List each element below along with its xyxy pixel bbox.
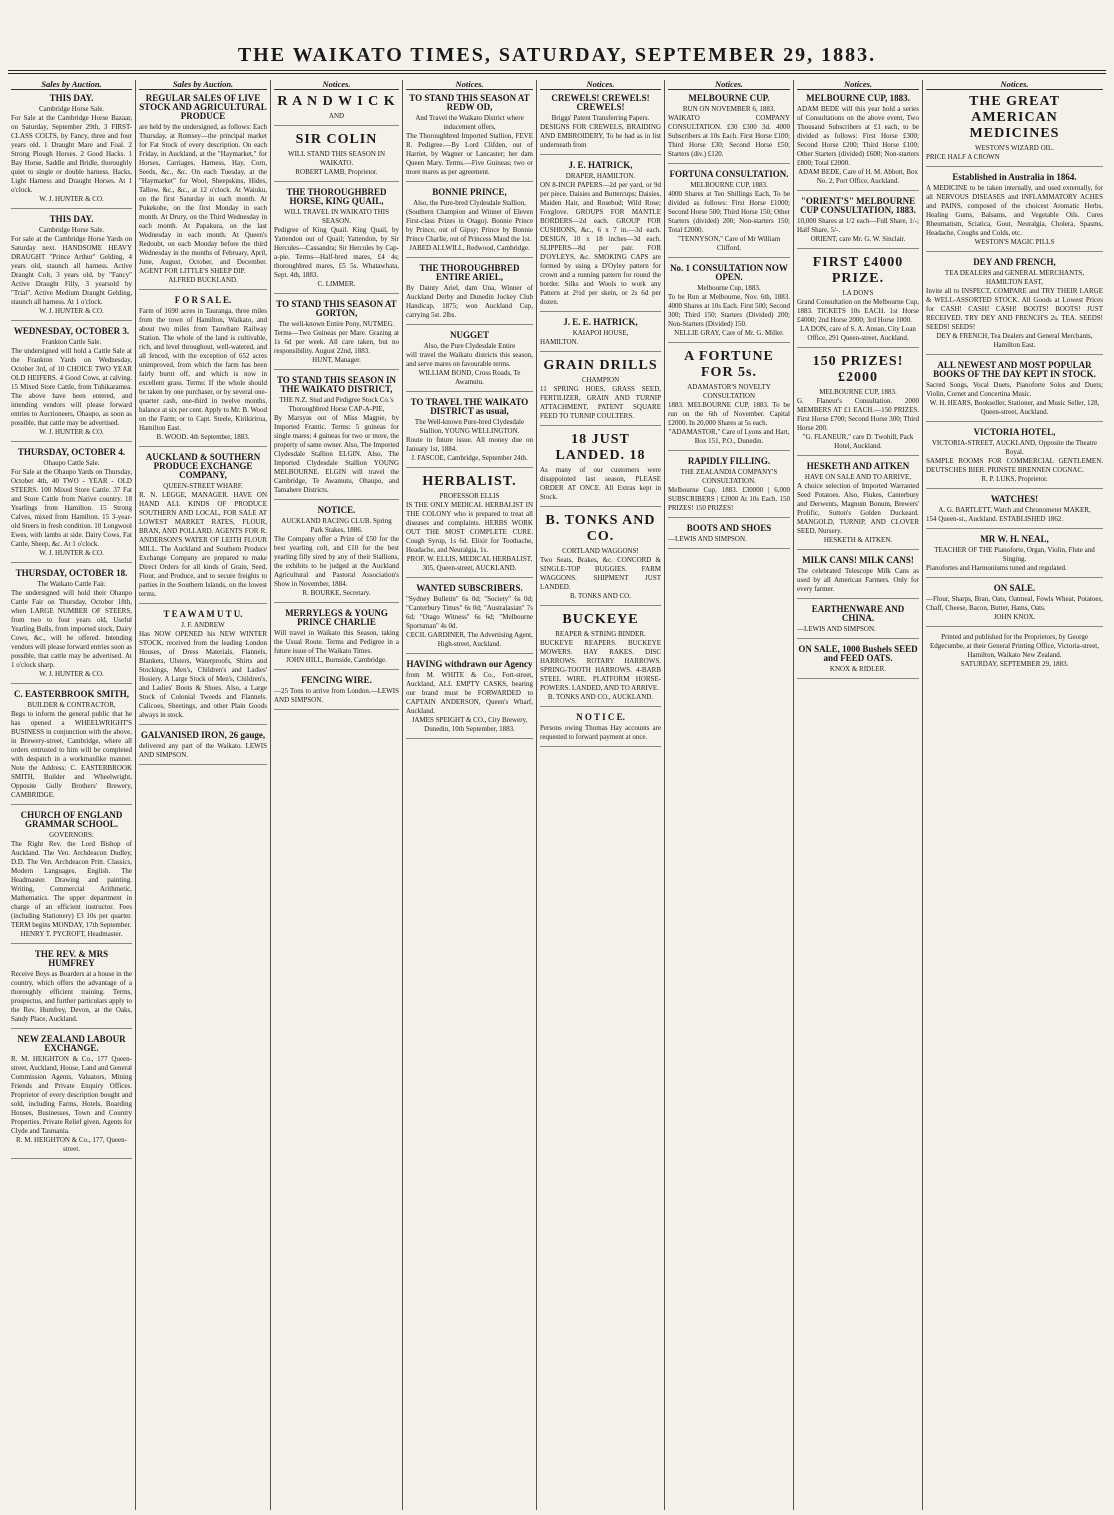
ad-subtitle: GOVERNORS: [49, 831, 94, 839]
ad-body: 4000 Shares at Ten Shillings Each, To be divided as follows: First Horse £1000; Second Horse 500; Third Horse 150; Other Starters (divided) 200; Non-starters 150; Total £2000. [668, 190, 790, 234]
ad-signature: W. J. HUNTER & CO. [39, 307, 104, 315]
ad-subtitle: Cambridge Horse Sale. [38, 105, 105, 113]
ad-signature: JOHN HILL, Burnside, Cambridge. [286, 656, 387, 664]
ad-subtitle: VICTORIA-STREET, AUCKLAND, Opposite the Theatre Royal. [931, 439, 1098, 456]
ad-body: Two Seats, Brakes, &c. CONCORD & SINGLE-TOP BUGGIES. FARM WAGGONS. SHIPMENT JUST LANDED. [540, 556, 661, 591]
advertisement [11, 569, 132, 684]
ad-subtitle: DRAPER, HAMILTON. [565, 172, 636, 180]
ad-title: THE THOROUGHBRED ENTIRE ARIEL, [419, 263, 520, 282]
ad-signature: NELLIE GRAY, Care of Mr. G. Miller. [674, 329, 784, 337]
ad-title: MELBOURNE CUP, 1883. [806, 93, 910, 103]
ad-signature: J. FASCOE, Cambridge, September 24th. [411, 454, 528, 462]
ad-signature: ORIENT, care Mr. G. W. Sinclair. [810, 235, 906, 243]
advertisement [668, 524, 790, 549]
ad-body: Farm of 1690 acres in Tauranga, three miles from the town of Hamilton, Waikato, and about two miles from Tauwhare Railway Station. The whole of the land is cultivable, rich, and level throughout, well-watered, and all fenced, with the exception of 652 acres unimproved, from which the farm has been fairly burnt off, and which is now in excellent grass. Terms: If the whole should be taken by one purchaser, or by several one-quarter cash, one-third in twelve months, balance at six per cent. Apply to Mr. B. Wood on the Farm; or to Capt. Steele, Kirikiriroa, Hamilton East. [139, 307, 268, 432]
ad-body: Pianofortes and Harmoniums tuned and regulated. [926, 564, 1067, 572]
ad-title: THURSDAY, OCTOBER 4. [17, 447, 126, 457]
ad-title: TO STAND THIS SEASON IN THE WAIKATO DISTRICT, [276, 375, 397, 394]
advertisement [274, 506, 399, 603]
footer-imprint: Printed and published for the Proprietors, by George Edgecumbe, at their General Printing Office, Victoria-street, Hamilton, Waikato New Zealand. [929, 633, 1099, 659]
advertisement [11, 1035, 132, 1159]
ad-title: TO TRAVEL THE WAIKATO DISTRICT as usual, [410, 397, 529, 416]
masthead-rule-2 [8, 73, 1106, 74]
ad-title: SIR COLIN [295, 132, 378, 147]
ad-title: B. TONKS AND CO. [545, 513, 656, 544]
ad-title: MR W. H. NEAL, [980, 534, 1049, 544]
ad-signature: "G. FLANEUR," care D. Twohill, Pack Hotel, Auckland. [802, 433, 914, 450]
column-header: Notices. [926, 80, 1103, 90]
ad-title: FIRST £4000 PRIZE. [812, 255, 904, 286]
ad-signature: WESTON'S MAGIC PILLS [974, 238, 1055, 246]
ad-signature: JOHN KNOX. [993, 613, 1036, 621]
ad-body: "Sydney Bulletin" 6s 0d; "Society" 6s 0d; "Canterbury Times" 6s 0d; "Australasian" 7s 6d; "Otago Witness" 6s 6d; "Melbourne Sportsman" 4s 0d. [406, 595, 533, 630]
ad-body: PRICE HALF A CROWN [926, 153, 1000, 161]
ad-subtitle: Melbourne Cup, 1883. [697, 284, 761, 292]
ad-body: Sacred Songs, Vocal Duets, Pianoforte Solos and Duets; Violin, Cornet and Concertina Music. [926, 381, 1103, 398]
ad-subtitle: MELBOURNE CUP, 1883. [690, 181, 768, 189]
advertisement [139, 610, 267, 725]
ad-signature: HESKETH & AITKEN. [823, 536, 893, 544]
column-3 [271, 80, 403, 1510]
ad-signature: W. J. HUNTER & CO. [39, 549, 104, 557]
ad-title: No. 1 CONSULTATION NOW OPEN. [670, 263, 788, 282]
ad-signature: R. P. LUKS, Proprietor. [981, 475, 1048, 483]
ad-title: NOTICE. [317, 505, 356, 515]
column-header: Sales by Auction. [139, 80, 267, 90]
advertisement [11, 94, 132, 209]
ad-signature: W. J. HUNTER & CO. [39, 670, 104, 678]
ad-signature: "ADAMASTOR," Care of Lyons and Hart, Box 151, P.O., Dunedin. [668, 428, 790, 445]
ad-subtitle: TEACHER OF THE Pianoforte, Organ, Violin, Flute and Singing. [934, 546, 1095, 563]
ad-title: "ORIENT'S" MELBOURNE CUP CONSULTATION, 1883. [800, 196, 916, 215]
ad-subtitle: REAPER & STRING BINDER. [555, 630, 646, 638]
ad-body: WAIKATO COMPANY CONSULTATION. £30 £300 3d. 4000 Subscribers at 10s Each. First Horse £100; Third Horse £30; Second Horse £50; Starters (div.) £120. [668, 114, 790, 158]
ad-subtitle: The Waikato Cattle Fair. [37, 580, 106, 588]
advertisement [540, 358, 661, 426]
column-1 [8, 80, 136, 1510]
ad-title: GALVANISED IRON, 26 gauge, [140, 730, 266, 740]
masthead-title: THE WAIKATO TIMES, SATURDAY, SEPTEMBER 29, 1883. [237, 44, 877, 66]
ad-body: Pedigree of King Quail. King Quail, by Yattendon out of Quail; Yattendon, by Sir Hercules—Cassandra; Sir Hercules by Cap-a-pie. Terms—Half-bred mares, £4 4s; thoroughbred mares, £5 5s. Whatawhata, Sept. 4th, 1883. [274, 226, 399, 279]
advertisement [668, 264, 790, 343]
ad-subtitle: Cambridge Horse Sale. [38, 226, 105, 234]
column-header: Sales by Auction. [11, 80, 132, 90]
advertisement [139, 453, 267, 604]
ad-title: BOOTS AND SHOES [686, 523, 772, 533]
advertisement [668, 170, 790, 258]
advertisement [540, 612, 661, 707]
ad-body: Route in future issue. All money due on January 1st, 1884. [406, 436, 533, 453]
advertisement [926, 94, 1103, 167]
advertisement [668, 94, 790, 164]
ad-signature: ALFRED BUCKLAND. [168, 276, 238, 284]
ad-body: Will travel in Waikato this Season, taking the Usual Route. Terms and Pedigree in a future issue of The Waikato Times. [274, 629, 399, 655]
advertisement [406, 474, 533, 578]
ad-signature: W. J. HUNTER & CO. [39, 195, 104, 203]
ad-body: A choice selection of Imported Warranted Seed Potatoes. Also, Flukes, Canterbury and Derwents, Magnum Bonum, Brewers' Prolific, Sutton's Golden Duckeard. MANGOLD, TURNIP, AND CLOVER SEED, Nursery. [797, 482, 919, 535]
ad-title: DEY AND FRENCH, [973, 257, 1056, 267]
ad-title: TO STAND THIS SEASON AT REDW OD, [409, 93, 530, 112]
advertisement [406, 264, 533, 325]
ad-body: The Company offer a Prize of £50 for the best yearling colt, and £10 for the best yearling filly sired by any of their Stallions, the exhibits to be judged at the Auckland Agricultural and Pastoral Association's Show in November, 1884. [274, 535, 399, 588]
ad-body: Melbourne Cup, 1883. £30000 | 6,000 SUBSCRIBERS | £2000 At 10s Each. 150 PRIZES! 150 PRIZES! [668, 486, 790, 512]
ad-title: MELBOURNE CUP. [688, 93, 770, 103]
advertisement [540, 94, 661, 155]
column-header: Notices. [406, 80, 533, 90]
advertisement [926, 495, 1103, 529]
ad-body: The Right Rev. the Lord Bishop of Auckland. The Ven. Archdeacon Dudley, D.D. The Ven. Archdeacon Pritt. Classics, Modern Languages, English. The Headmaster. Drawing and painting. Writing, Commercial Arithmetic, Mathematics. The upper department in charge of an efficient instructor. Fees (including Stationery) £3 10s per quarter. TERM begins MONDAY, 17th September. [11, 840, 132, 929]
ad-subtitle: PROFESSOR ELLIS [439, 492, 500, 500]
ad-subtitle: The Well-known Pure-bred Clydesdale Stallion, YOUNG WELLINGTON. [414, 418, 525, 435]
ad-body: 11 SPRING HOES, GRASS SEED, FERTILIZER, GRAIN AND TURNIP ATTACHMENT, PATENT SQUARE FEED TO TURNIP COULTERS. [540, 385, 661, 420]
ad-title: HESKETH AND AITKEN [806, 461, 910, 471]
ad-subtitle: Briggs' Patent Transferring Papers. [551, 114, 650, 122]
ad-body: IS THE ONLY MEDICAL HERBALIST IN THE COLONY who is prepared to treat all diseases and complaints. HERBS WORK OUT THE MOST COMPLETE CURE. Cough Syrup, 1s 6d. Elixir for Toothache, Headache, and Neuralgia, 1s. [406, 501, 533, 554]
ad-subtitle: THE N.Z. Stud and Pedigree Stock Co.'s Thoroughbred Horse CAP-A-PIE, [279, 396, 394, 413]
ad-body: Grand Consultation on the Melbourne Cup, 1883. TICKETS 10s EACH. 1st Horse £4000; 2nd Horse 2000; 3rd Horse 1000. [797, 298, 919, 324]
ad-body: To be Run at Melbourne, Nov. 6th, 1883. 4000 Shares at 10s Each. First 500; Second 300; Third 150; Starters (Divided) 200; Non-Starters (Divided) 150. [668, 293, 790, 328]
ad-body: G. Flaneur's Consultation. 2000 MEMBERS AT £1 EACH.—150 PRIZES. First Horse £700; Second Horse 300; Third Horse 200. [797, 397, 919, 432]
ad-title: F O R S A L E. [174, 295, 232, 305]
ad-title: BONNIE PRINCE, [432, 187, 507, 197]
ad-signature: ADAM BEDE, Care of H. M. Abbott, Box No. 2, Port Office, Auckland. [798, 168, 918, 185]
ad-title: THIS DAY. [49, 93, 94, 103]
advertisement [540, 713, 661, 747]
ad-subtitle: KAIAPOI HOUSE, [572, 329, 629, 337]
advertisement [797, 605, 919, 639]
advertisement [926, 173, 1103, 252]
advertisement [11, 327, 132, 442]
ad-title: TO STAND THIS SEASON AT GORTON, [276, 299, 397, 318]
ad-signature: KNOX & RIDLER. [829, 665, 887, 673]
ad-body: BUCKEYE REAPERS. BUCKEYE MOWERS. HAY RAKES. DISC HARROWS. ROTARY HARROWS. SPRING-TOOTH HARROWS. 4-BARB STEEL WIRE. PLATFORM HORSE-POWERS. LANDED, AND TO ARRIVE. [540, 639, 661, 692]
ad-title: NUGGET [449, 330, 489, 340]
ad-title: 18 JUST LANDED. 18 [555, 432, 646, 463]
ad-subtitle: WILL STAND THIS SEASON IN WAIKATO. [287, 150, 386, 167]
ad-signature: B. TONKS AND CO. [569, 592, 631, 600]
ad-title: N O T I C E. [576, 712, 625, 722]
ad-signature: R. BOURKE, Secretary. [302, 589, 371, 597]
ad-title: R A N D W I C K [277, 94, 396, 109]
advertisement [11, 811, 132, 944]
ad-signature: HENRY T. PYCROFT, Headmaster. [20, 930, 123, 938]
ad-subtitle: TEA DEALERS and GENERAL MERCHANTS, HAMILTON EAST, [944, 269, 1085, 286]
advertisement [139, 731, 267, 765]
ad-title: WEDNESDAY, OCTOBER 3. [13, 326, 130, 336]
ad-title: THURSDAY, OCTOBER 18. [15, 568, 128, 578]
advertisement [797, 462, 919, 550]
advertisement [274, 94, 399, 126]
ad-subtitle: Also, the Pure Clydesdale Entire [423, 342, 516, 350]
column-header: Notices. [274, 80, 399, 90]
ad-body: The Thoroughbred Imported Stallion, FEVE R. Pedigree.—By Lord Clifden, out of Harriet, by Wagner or Lancaster; her dam Queen Mary. Terms.—Five Guineas; two or more mares as per agreement. [406, 132, 533, 176]
advertisement [406, 331, 533, 392]
ad-body: Terms—Two Guineas per Mare. Grazing at 1s 6d per week. All care taken, but no responsibility. August 22nd, 1883. [274, 329, 399, 355]
ad-title: CREWELS! CREWELS! CREWELS! [551, 93, 650, 112]
ad-title: ON SALE. [993, 583, 1036, 593]
advertisement [11, 950, 132, 1029]
ad-subtitle: MELBOURNE CUP, 1883. [819, 388, 897, 396]
advertisement [274, 376, 399, 500]
ad-subtitle: AUCKLAND RACING CLUB. Spring Park Stakes, 1886. [281, 517, 392, 534]
advertisement [406, 584, 533, 654]
advertisement [406, 660, 533, 739]
ad-signature: R. M. HEIGHTON & Co., 177, Queen-street. [16, 1136, 127, 1153]
column-6 [665, 80, 794, 1510]
ad-body: 154 Queen-st., Auckland. ESTABLISHED 1862. [926, 515, 1064, 523]
column-4 [403, 80, 537, 1510]
ad-title: VICTORIA HOTEL, [973, 427, 1056, 437]
advertisement [11, 215, 132, 321]
ad-title: J. E. HATRICK, [568, 160, 633, 170]
ad-body: SAMPLE ROOMS FOR COMMERCIAL GENTLEMEN. DEUTSCHES BIER. PRINSTE BRENNEN COGNAC. [926, 457, 1103, 474]
advertisement [540, 318, 661, 352]
ad-signature: W. H. HEARS, Bookseller, Stationer, and Music Seller, 128, Queen-street, Auckland. [929, 399, 1100, 416]
advertisement [668, 349, 790, 451]
ad-body: Begs to inform the general public that he has opened a WHEELWRIGHT'S BUSINESS in conjunction with the above, in Brewery-street, Cambridge, where all orders entrusted to him will be completed with despatch in a workmanlike manner. Note the Address: C. EASTERBROOK SMITH, Builder and Wheelwright, Opposite Gully Brothers' Brewery, CAMBRIDGE. [11, 710, 132, 799]
ad-title: BUCKEYE [562, 612, 639, 627]
ad-body: R. N. LEGGE, MANAGER. HAVE ON HAND ALL KINDS OF PRODUCE SOUTHERN AND LOCAL, FOR SALE AT LOWEST MARKET RATES, FLOUR, BRAN, AND POLLARD. AGENTS FOR R. ANDERSON'S WATER OF LEITH FLOUR MILL. The Auckland and Southern Produce Exchange Company are prepared to make Direct Orders for all kinds of Grain, Seed, Flour, and Produce, and to secure freights to parties in the Southern Islands, on the lowest terms. [139, 491, 267, 598]
ad-title: THE REV. & MRS HUMFREY [34, 949, 109, 968]
ad-body: A MEDICINE to be taken internally, and used externally, for all NERVOUS DISEASES and INFLAMMATORY ACHES and PAINS, composed of the choicest Aromatic Herbs, Healing Gums, Balsams, and Vegetable Oils. Cures Rheumatism, Sciatica, Gout, Neuralgia, Cholera, Spasms, Headache, Coughs and Colds, etc. [926, 184, 1103, 237]
ad-body: Invite all to INSPECT, COMPARE and TRY THEIR LARGE & WELL-ASSORTED STOCK. All Goods at Lowest Prices for CASH! CASH! CASH! BOOTS! BOOTS! JUST RECEIVED. TRY DEY AND FRENCH'S 2s. TEA. SEEDS! SEEDS! SEEDS! [926, 287, 1103, 331]
footer-date: SATURDAY, SEPTEMBER 29, 1883. [960, 660, 1069, 668]
columns-container [8, 80, 1106, 1510]
advertisement [797, 197, 919, 249]
advertisement [274, 609, 399, 670]
ad-signature: ROBERT LAMB, Proprietor. [295, 168, 378, 176]
ad-signature: JAMES SPEIGHT & CO., City Brewery, Dunedin, 10th September, 1883. [411, 716, 528, 733]
ad-body: are held by the undersigned, as follows: Each Thursday, at Romsey—the principal market for Fat Stock of every description. On each Friday, in Auckland, at the "Haymarket," for Horses, Carriages, Harness, Hay, Corn, Seeds, &c., &c. On each Tuesday, at the "Haymarket" for Wool, Sheepskins, Hides, Tallow, &c., &c., at 12 o'clock. At Waiuku, on the first Saturday in each month. At Pukekohe, on the first Monday in each month. At Drury, on the Third Wednesday in each month. At Papakura, on the last Wednesday in each month. At Queen's Redoubt, on each Monday before the third Wednesday in the months of February, April, June, August, October, and December. AGENT FOR LITTLE'S SHEEP DIP. [139, 123, 267, 275]
ad-subtitle: BUILDER & CONTRACTOR, [27, 701, 116, 709]
ad-body: For Sale at the Ohaupo Yards on Thursday, October 4th, 40 TWO - YEAR - OLD STEERS. 100 Mixed Store Cattle. 37 Fat and Store Cattle from Native country. 18 Yearlings from Hamilton. 15 Strong Calves, mixed from Hamilton. 15 3-year-old Steers in fresh condition. 10 Longwool Ewes, with lambs at side. Dairy Cows, Fat Cattle, Sheep, &c. At 1 o'clock. [11, 468, 132, 548]
ad-title: FORTUNA CONSULTATION. [669, 169, 789, 179]
ad-signature: LA DON, care of S. A. Annan, City Loan Office, 291 Queen-street, Auckland. [800, 325, 916, 342]
advertisement [797, 94, 919, 191]
ad-title: AUCKLAND & SOUTHERN PRODUCE EXCHANGE COMPANY, [145, 452, 261, 480]
ad-subtitle: And Travel the Waikato District where inducement offers, [415, 114, 524, 131]
ad-subtitle: ADAMASTOR'S NOVELTY CONSULTATION [687, 383, 771, 400]
ad-body: 10,000 Shares at 1/2 each—Full Share, 1/-; Half Share, 5/-. [797, 217, 919, 234]
advertisement [406, 188, 533, 258]
ad-signature: "TENNYSON," Care of Mr William Clifford. [677, 235, 781, 252]
ad-subtitle: THE ZEALANDIA COMPANY'S CONSULTATION. [680, 468, 778, 485]
advertisement [926, 428, 1103, 489]
advertisement [797, 354, 919, 456]
ad-body: R. M. HEIGHTON & Co., 177 Queen-street, Auckland, House, Land and General Commission Agents, Valuators, Mining Friends and Private Enquiry Offices. Proprietor of every description bought and sold, including Farms, Hotels, Boarding Houses, Businesses, Town and Country Properties. Private Relief given. Agents for Clyde and Tasmania. [11, 1055, 132, 1135]
ad-subtitle: HAVE ON SALE AND TO ARRIVE, [804, 473, 912, 481]
ad-title: MILK CANS! MILK CANS! [802, 555, 914, 565]
advertisement [926, 361, 1103, 422]
advertisement [406, 94, 533, 182]
ad-subtitle: AND [328, 112, 345, 120]
ad-body: —LEWIS AND SIMPSON. [797, 625, 876, 633]
ad-body: HAMILTON. [540, 338, 579, 346]
ad-title: J. E. E. HATRICK, [563, 317, 638, 327]
ad-signature: W. J. HUNTER & CO. [39, 428, 104, 436]
ad-body: The undersigned will hold a Cattle Sale at the Frankton Yards on Wednesday, October 3rd, of 10 CHOICE TWO YEAR OLD HEIFERS. 4 Good Cows, at calving. 15 Mixed Store Cattle, from Tuhikaramea. The above have been entered, and intending vendors will please forward entries to Auctioneers, Ohaupo, as soon as possible, that cattle may be advertised. [11, 347, 132, 427]
column-5 [537, 80, 665, 1510]
ad-body: Persons owing Thomas Hay accounts are requested to forward payment at once. [540, 724, 661, 741]
advertisement [797, 645, 919, 679]
ad-signature: B. TONKS AND CO., AUCKLAND. [547, 693, 654, 701]
ad-signature: HUNT, Manager. [312, 356, 361, 364]
ad-subtitle: RUN ON NOVEMBER 6, 1883. [682, 105, 776, 113]
ad-title: ALL NEWEST AND MOST POPULAR BOOKS OF THE DAY KEPT IN STOCK. [933, 360, 1096, 379]
advertisement [540, 161, 661, 312]
ad-subtitle: WESTON'S WIZARD OIL. [975, 144, 1054, 152]
ad-title: HERBALIST. [422, 474, 517, 489]
ad-subtitle: J. F. ANDREW [181, 621, 225, 629]
ad-body: For sale at the Cambridge Horse Yards on Saturday next. HANDSOME HEAVY DRAUGHT "Prince Arthur" Gelding, 4 years old, staunch all harness. Active Draught Colt, 3 years old, by "Fancy" Active Draught Filly, 3 yearsold by "Trial". Active Medium Draught Gelding, staunch all harness. At 1 o'clock. [11, 235, 132, 306]
ad-title: C. EASTERBROOK SMITH, [13, 689, 130, 699]
advertisement [139, 296, 267, 447]
column-2 [136, 80, 271, 1510]
ad-title: THE THOROUGHBRED HORSE, KING QUAIL, [286, 187, 387, 206]
ad-signature: B. WOOD. 4th September, 1883. [156, 433, 250, 441]
ad-body: ADAM BEDE will this year hold a series of Consultations on the above event, Two Thousand Subscribers at £1 each, to be divided as follows: First Horse £300; Second Horse £200; Third Horse £100; Other Starters (divided) £600; Non-starters £800; Total £2000. [797, 105, 919, 167]
ad-body: DESIGNS FOR CREWELS, BRAIDING AND EMBROIDERY, To be had as in list underneath from [540, 123, 661, 149]
ad-title: FENCING WIRE. [301, 675, 372, 685]
ad-body: The undersigned will hold their Ohaupo Cattle Fair on Thursday, October 18th, when LARGE NUMBER OF STEERS, from two to four years old, Useful Yearling Bulls, from imported stock, Dairy Cows, &c., will be offered. Intending vendors will please forward entries soon as possible, that cattle may be advertised. At 1 o'clock sharp. [11, 589, 132, 669]
column-header: Notices. [540, 80, 661, 90]
ad-title: THIS DAY. [49, 214, 94, 224]
ad-title: EARTHENWARE AND CHINA. [811, 604, 905, 623]
ad-signature: CECIL GARDINER, The Advertising Agent, High-street, Auckland. [406, 631, 533, 648]
ad-title: GRAIN DRILLS [543, 358, 658, 373]
ad-title: WANTED SUBSCRIBERS. [416, 583, 523, 593]
advertisement [540, 513, 661, 606]
ad-subtitle: The well-known Entire Pony, NUTMEG. [278, 320, 395, 328]
advertisement [797, 255, 919, 348]
ad-subtitle: LA DON'S [842, 289, 874, 297]
advertisement [797, 556, 919, 599]
ad-title: HAVING withdrawn our Agency [406, 659, 533, 669]
advertisement [406, 398, 533, 468]
column-7 [794, 80, 923, 1510]
ad-body: —25 Tons to arrive from London.—LEWIS AND SIMPSON. [274, 687, 399, 704]
ad-signature: PROF. W. ELLIS, MEDICAL HERBALIST, 305, Queen-street, AUCKLAND. [406, 555, 533, 572]
ad-subtitle: Frankton Cattle Sale. [41, 338, 102, 346]
ad-body: from M. WHITE & Co., Fort-street, Auckland, ALL EMPTY CASKS, bearing our brand must be FORWARDED to CAPTAIN ANDERSON, Queen's Wharf, Auckland. [406, 671, 533, 715]
ad-subtitle: CHAMPION [581, 376, 620, 384]
ad-body: For Sale at the Cambridge Horse Bazaar, on Saturday, September 29th, 3 FIRST-CLASS COLTS, by Fancy, three and four years old. 1 Draught Mare and Foal. 2 Strong Plough Horses. 2 Good Hacks. 1 Bay Horse, Saddle and Bridle, thoroughly quiet to single or double harness. Hacks, Light Harness and Draught Horses. At 1 o'clock. [11, 114, 132, 194]
ad-signature: JABED ALLWILL, Redwood, Cambridge. [409, 244, 530, 252]
ad-title: ON SALE, 1000 Bushels SEED and FEED OATS. [798, 644, 918, 663]
ad-title: T E A W A M U T U. [163, 609, 243, 619]
ad-body: —LEWIS AND SIMPSON. [668, 535, 747, 543]
ad-body: —Flour, Sharps, Bran, Oats, Oatmeal, Fowls Wheat, Potatoes, Chaff, Cheese, Bacon, Butter, Hams, Oats. [926, 595, 1103, 612]
ad-body: 1883. MELBOURNE CUP, 1883. To be run on the 6th of November. Capital £2000. In 20,000 Shares at 5s each. [668, 401, 790, 427]
ad-body: will travel the Waikato districts this season, and serve mares on favourable terms. [406, 351, 533, 368]
advertisement [274, 188, 399, 294]
ad-body: By Dainty Ariel, dam Una, Winner of Auckland Derby and Dunedin Jockey Club Handicap, 1875; won Auckland Cup, carrying 5st. 2lbs. [406, 284, 533, 319]
ad-title: REGULAR SALES OF LIVE STOCK AND AGRICULTURAL PRODUCE [139, 93, 267, 121]
ad-body: ON 8-INCH PAPERS—2d per yard, or 9d per piece. Daisies and Buttercups; Daisies, Maiden Hair, and Rosebud; Wild Rose; Foxglove. GROUPS FOR MANTLE BORDERS—2d each. GROUP FOR CUSHIONS, &c., 6 x 7 in.—3d each. DESIGN, 10 x 18 inches—3d each. SLIPPERS—8d per pair. FOR D'OYLEYS, &c. SMOKING CAPS are formed by using a D'Oyley pattern for crown and a running pattern for round the border. Silks and Wools to work any Pattern at 2½d per skein, or 2s 6d per dozen. [540, 181, 661, 306]
ad-subtitle: CORTLAND WAGGONS! [562, 547, 639, 555]
ad-title: NEW ZEALAND LABOUR EXCHANGE. [17, 1034, 126, 1053]
column-8 [923, 80, 1106, 1510]
ad-body: Receive Boys as Boarders at a house in the country, which offers the advantage of a thoroughly efficient training. Terms, prospectus, and further particulars apply to the Rev. Humfrey, Devon, at the Oaks, Sandy Place, Auckland. [11, 970, 132, 1023]
ad-body: Has NOW OPENED his NEW WINTER STOCK, received from the leading London Houses, of Dress Materials, Flannels, Blankets, Ulsters, Waterproofs, Shirts and Stockings, Men's, Children's and Ladies' Hosiery. A Large Stock of Men's, Children's, and Ladies' Boots & Shoes. Also, a Large Stock of Colonial Tweeds and Flannels. Calicoes, Sheetings, and other Plain Goods always in stock. [139, 630, 267, 719]
advertisement [274, 676, 399, 710]
ad-title: Established in Australia in 1864. [952, 172, 1077, 182]
advertisement [274, 132, 399, 182]
ad-title: A FORTUNE FOR 5s. [684, 349, 774, 380]
ad-title: THE GREAT AMERICAN MEDICINES [969, 94, 1060, 141]
ad-subtitle: WILL TRAVEL IN WAIKATO THIS SEASON. [284, 208, 389, 225]
advertisement [11, 690, 132, 805]
advertisement [11, 448, 132, 563]
advertisement [926, 584, 1103, 627]
advertisement [540, 432, 661, 507]
column-header: Notices. [668, 80, 790, 90]
column-header: Notices. [797, 80, 919, 90]
ad-title: WATCHES! [990, 494, 1039, 504]
advertisement [274, 300, 399, 370]
advertisement [926, 535, 1103, 578]
advertisement [139, 94, 267, 290]
ad-body: The celebrated Telescope Milk Cans as used by all American Farmers. Only for every farmer. [797, 567, 919, 593]
ad-body: As many of our customers were disappointed last season, PLEASE ORDER AT ONCE. All Extras kept in Stock. [540, 466, 661, 501]
ad-signature: C. LIMMER. [317, 280, 356, 288]
ad-subtitle: A. G. BARTLETT, Watch and Chronometer MAKER, [938, 506, 1091, 514]
ad-subtitle: QUEEN-STREET WHARF. [163, 482, 243, 490]
ad-signature: DEY & FRENCH, Tea Dealers and General Merchants, Hamilton East. [936, 332, 1093, 349]
ad-title: CHURCH OF ENGLAND GRAMMAR SCHOOL. [20, 810, 123, 829]
advertisement [926, 258, 1103, 355]
ad-title: RAPIDLY FILLING. [687, 456, 771, 466]
ad-body: By Marsyas out of Miss Magpie, by Imported Frantic. Terms: 5 guineas for single mares; 4 guineas for two or more, the property of same owner. Also, The Imported Clydesdale Stallion ELGIN. Also, The Imported Clydesdale Stallion YOUNG MELBOURNE. ELGIN will travel the Cambridge, Te Awamutu, Ohaupo, and Tamahere Districts. [274, 414, 399, 494]
ad-body: (Southern Champion and Winner of Eleven First-class Prizes in Otago). Bonnie Prince by Prince, out of Gipsy; Prince by Bonnie Prince Charlie, out of Princess Maud the 1st. [406, 208, 533, 243]
ad-title: MERRYLEGS & YOUNG PRINCE CHARLIE [285, 608, 388, 627]
advertisement [668, 457, 790, 518]
ad-subtitle: Ohaupo Cattle Sale. [43, 459, 100, 467]
ad-title: 150 PRIZES! £2000 [812, 354, 904, 385]
ad-signature: WILLIAM BOND, Cross Roads, Te Awamutu. [418, 369, 521, 386]
masthead-rule [8, 70, 1106, 71]
ad-body: delivered any part of the Waikato. LEWIS AND SIMPSON. [139, 742, 267, 759]
ad-subtitle: Also, the Pure-bred Clydesdale Stallion, [413, 199, 526, 207]
